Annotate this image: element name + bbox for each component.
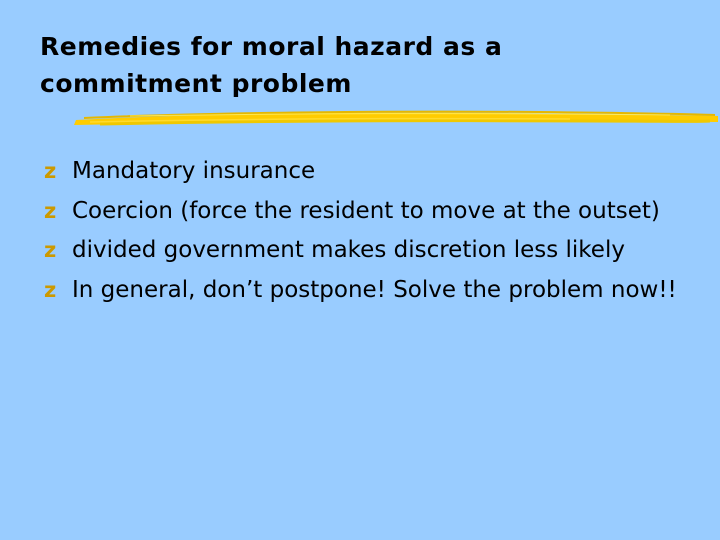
bullet-text: In general, don’t postpone! Solve the problem now!! — [72, 276, 677, 303]
bullet-z-icon: z — [44, 238, 57, 262]
bullet-item — [44, 192, 694, 232]
bullet-z-icon: z — [44, 277, 57, 302]
bullet-z-icon: z — [44, 198, 57, 223]
bullet-text: Mandatory insurance — [72, 158, 316, 184]
bullet-z-icon: z — [44, 159, 57, 183]
slide-title: Remedies for moral hazard as a commitment problem — [40, 32, 503, 98]
bullet-item — [44, 271, 694, 311]
bullet-list — [44, 152, 694, 310]
bullet-item — [44, 152, 694, 192]
bullet-item — [44, 231, 694, 271]
bullet-text: Coercion (force the resident to move at the outset) — [72, 197, 660, 224]
title-underline-decoration — [70, 103, 720, 133]
bullet-text: divided government makes discretion less likely — [72, 237, 625, 263]
